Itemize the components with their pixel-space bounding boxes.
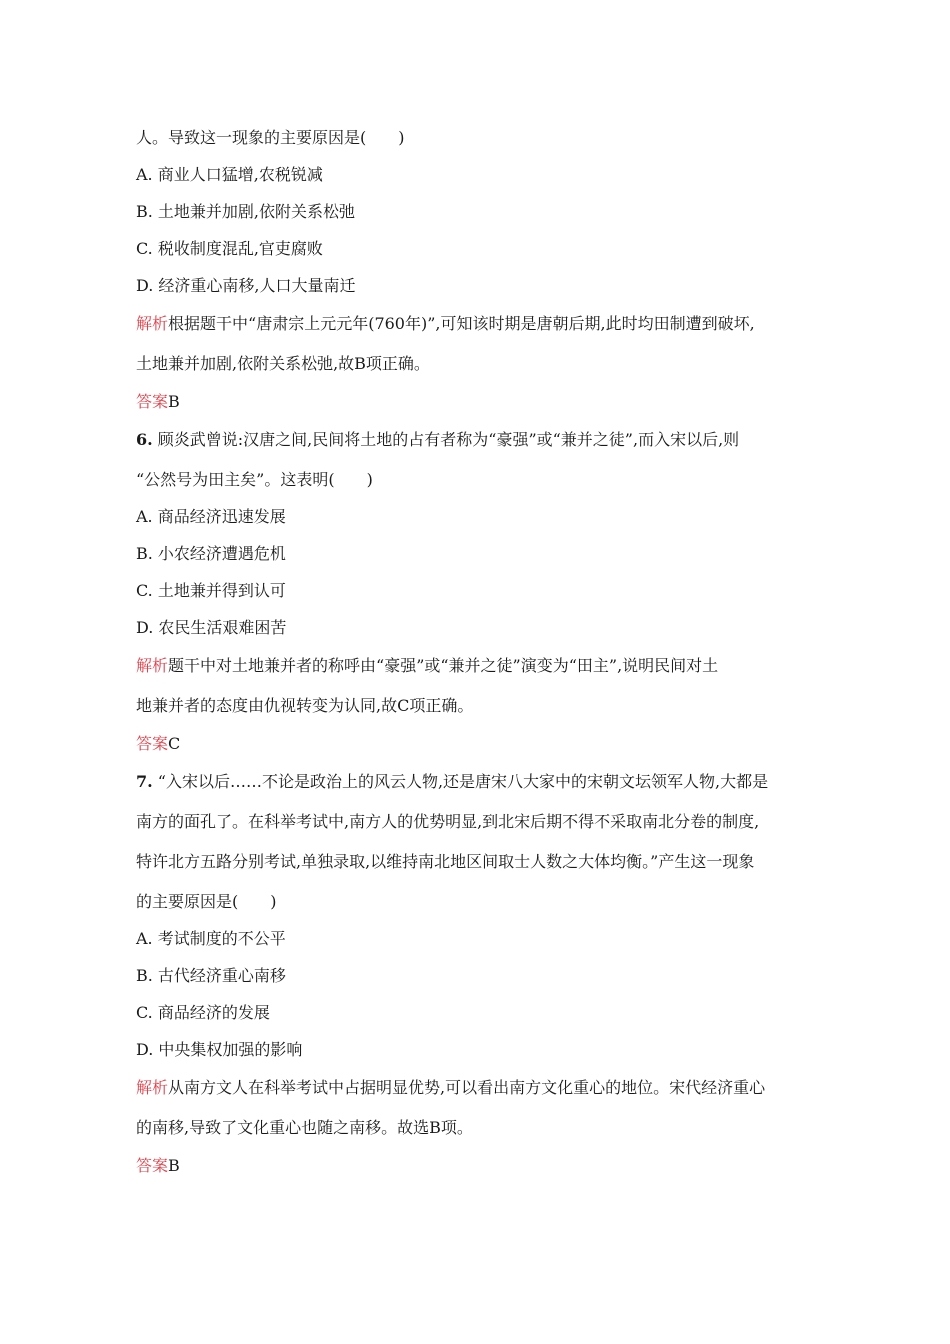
question-6-analysis-line-1 bbox=[136, 652, 816, 679]
document-page bbox=[136, 124, 816, 1179]
question-5-option-a: A. 商业人口猛增,农税锐减 bbox=[136, 165, 323, 184]
question-6 bbox=[136, 426, 816, 757]
question-7-stem-line-4: 的主要原因是( ) bbox=[136, 892, 277, 911]
question-7-option-d: D. 中央集权加强的影响 bbox=[136, 1040, 303, 1059]
question-5 bbox=[136, 124, 816, 415]
question-6-analysis-line-2: 地兼并者的态度由仇视转变为认同,故C项正确。 bbox=[136, 696, 474, 715]
question-7-analysis-line-2: 的南移,导致了文化重心也随之南移。故选B项。 bbox=[136, 1118, 473, 1137]
question-5-analysis-line-1 bbox=[136, 310, 816, 337]
answer-label: 答案 bbox=[136, 1156, 169, 1175]
question-6-option-d: D. 农民生活艰难困苦 bbox=[136, 618, 287, 637]
question-7-option-b: B. 古代经济重心南移 bbox=[136, 966, 286, 985]
analysis-label: 解析 bbox=[136, 314, 169, 333]
analysis-text: 题干中对土地兼并者的称呼由“豪强”或“兼并之徒”演变为“田主”,说明民间对土 bbox=[168, 656, 719, 675]
answer-value: B bbox=[168, 392, 180, 411]
question-7-stem-line-1 bbox=[136, 768, 816, 795]
question-5-option-b: B. 土地兼并加剧,依附关系松弛 bbox=[136, 202, 356, 221]
question-7-option-a: A. 考试制度的不公平 bbox=[136, 929, 286, 948]
question-number: 7. bbox=[136, 772, 153, 791]
question-5-option-c: C. 税收制度混乱,官吏腐败 bbox=[136, 239, 323, 258]
analysis-label: 解析 bbox=[136, 656, 169, 675]
question-number: 6. bbox=[136, 430, 153, 449]
answer-label: 答案 bbox=[136, 734, 169, 753]
question-6-stem-line-2: “公然号为田主矣”。这表明( ) bbox=[136, 470, 373, 489]
answer-value: C bbox=[168, 734, 181, 753]
question-7-answer bbox=[136, 1152, 816, 1179]
answer-value: B bbox=[168, 1156, 180, 1175]
analysis-text: 从南方文人在科举考试中占据明显优势,可以看出南方文化重心的地位。宋代经济重心 bbox=[168, 1078, 766, 1097]
question-7-stem-line-2: 南方的面孔了。在科举考试中,南方人的优势明显,到北宋后期不得不采取南北分卷的制度, bbox=[136, 812, 760, 831]
question-6-option-b: B. 小农经济遭遇危机 bbox=[136, 544, 286, 563]
question-6-stem-line-1 bbox=[136, 426, 816, 453]
analysis-text: 根据题干中“唐肃宗上元元年(760年)”,可知该时期是唐朝后期,此时均田制遭到破坏, bbox=[168, 314, 755, 333]
question-7-option-c: C. 商品经济的发展 bbox=[136, 1003, 270, 1022]
question-7 bbox=[136, 768, 816, 1179]
question-5-option-d: D. 经济重心南移,人口大量南迁 bbox=[136, 276, 356, 295]
question-5-analysis-line-2: 土地兼并加剧,依附关系松弛,故B项正确。 bbox=[136, 354, 430, 373]
answer-label: 答案 bbox=[136, 392, 169, 411]
question-7-stem-line-3: 特许北方五路分别考试,单独录取,以维持南北地区间取士人数之大体均衡。”产生这一现象 bbox=[136, 852, 755, 871]
question-6-option-a: A. 商品经济迅速发展 bbox=[136, 507, 286, 526]
question-7-stem-text: “入宋以后……不论是政治上的风云人物,还是唐宋八大家中的宋朝文坛领军人物,大都是 bbox=[152, 772, 769, 791]
question-6-option-c: C. 土地兼并得到认可 bbox=[136, 581, 286, 600]
question-5-stem: 人。导致这一现象的主要原因是( ) bbox=[136, 128, 405, 147]
question-6-stem-text: 顾炎武曾说:汉唐之间,民间将土地的占有者称为“豪强”或“兼并之徒”,而入宋以后,则 bbox=[152, 430, 740, 449]
question-6-answer bbox=[136, 730, 816, 757]
question-5-answer bbox=[136, 388, 816, 415]
analysis-label: 解析 bbox=[136, 1078, 169, 1097]
question-7-analysis-line-1 bbox=[136, 1074, 816, 1101]
